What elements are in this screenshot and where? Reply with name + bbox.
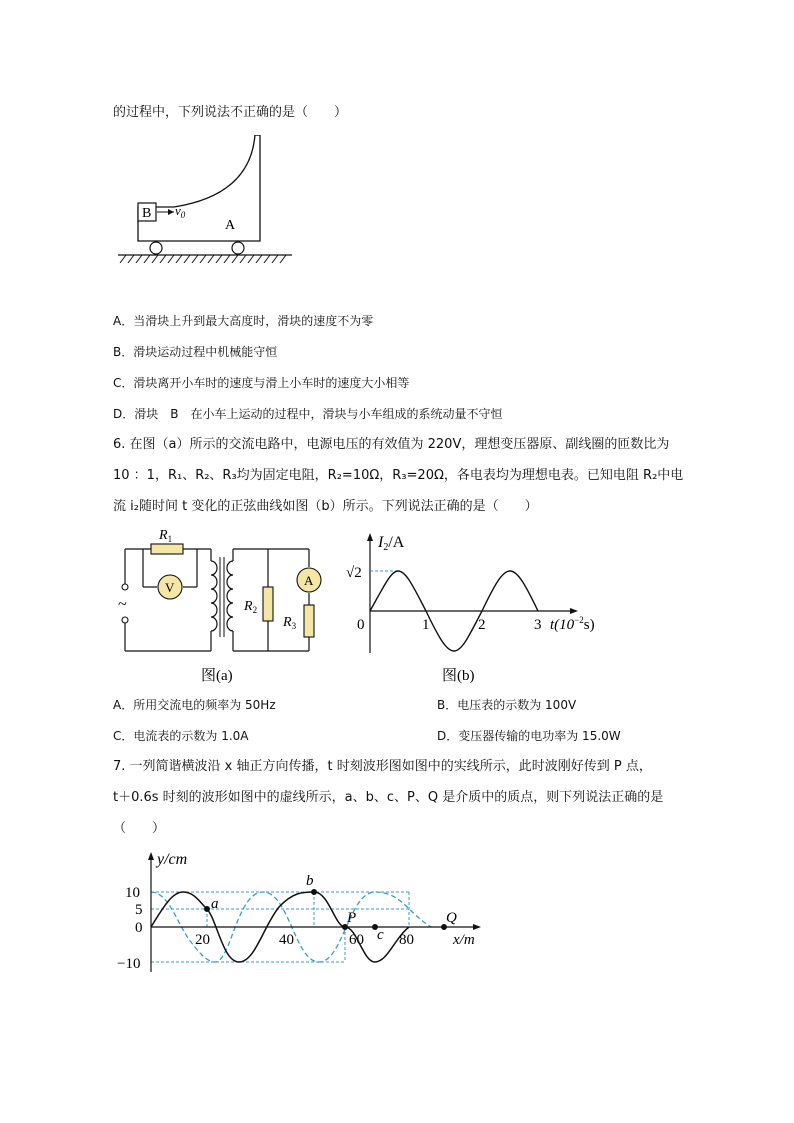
q6-stem-line1: 6. 在图（a）所示的交流电路中，电源电压的有效值为 220V，理想变压器原、副线圈的匝数比为	[113, 437, 670, 452]
wave-ytick-10: 10	[125, 885, 140, 901]
graph-b-xlabel: $t(10^{-2}s)$	[550, 615, 595, 633]
q6-option-d[interactable]: D．变压器传输的电功率为 15.0W	[437, 729, 621, 743]
resistor-r2	[263, 587, 273, 621]
graph-b-ylabel: I2/A	[378, 534, 405, 553]
wave-xtick-60: 60	[349, 932, 364, 948]
r1-label: $R_1$	[159, 528, 173, 544]
wave-xtick-40: 40	[279, 932, 294, 948]
figure-a-caption: 图(a)	[201, 668, 233, 684]
q6-stem-line2: 10 ：1，R₁、R₂、R₃均为固定电阻，R₂=10Ω，R₃=20Ω，各电表均为理想电表。已知电阻 R₂中电	[113, 468, 684, 483]
q7-stem-line3: （ ）	[113, 821, 166, 836]
q5-option-b[interactable]: B．滑块运动过程中机械能守恒	[113, 345, 278, 359]
block-b-label: B	[142, 206, 152, 221]
graph-b-origin: 0	[357, 617, 365, 633]
svg-text:A: A	[304, 573, 314, 588]
q7-stem-line1: 7. 一列简谐横波沿 x 轴正方向传播，t 时刻波形图如图中的实线所示，此时波刚好传到 P 点，	[113, 759, 652, 774]
wave-ytick-5: 5	[135, 902, 143, 918]
wave-xtick-20: 20	[195, 932, 210, 948]
q5-stem-tail: 的过程中，下列说法不正确的是（ ）	[113, 105, 348, 120]
q6-option-a[interactable]: A．所用交流电的频率为 50Hz	[113, 698, 276, 712]
q6-stem-line3: 流 i₂随时间 t 变化的正弦曲线如图（b）所示。下列说法正确的是（ ）	[113, 499, 538, 514]
q6-option-b[interactable]: B．电压表的示数为 100V	[437, 698, 577, 712]
resistor-r3	[304, 605, 314, 637]
cart-a-label: A	[225, 218, 236, 233]
particle-a-label: a	[211, 896, 219, 912]
particle-c-label: c	[377, 927, 384, 943]
q7-wave-figure	[113, 848, 493, 978]
resistor-r1	[151, 544, 183, 554]
q5-option-d[interactable]: D．滑块 B 在小车上运动的过程中，滑块与小车组成的系统动量不守恒	[113, 407, 503, 421]
graph-b-peak-label: √2	[346, 565, 362, 581]
ac-source-symbol: ~	[118, 596, 127, 613]
q5-cart-figure	[114, 135, 304, 265]
r3-label: $R_3$	[283, 615, 297, 631]
q6-current-graph-b	[340, 525, 605, 685]
q5-option-c[interactable]: C．滑块离开小车时的速度与滑上小车时的速度大小相等	[113, 376, 410, 390]
velocity-label: $v_0$	[175, 203, 186, 220]
graph-b-xtick-2: 2	[478, 617, 486, 633]
cart-wheel-right	[232, 242, 244, 254]
particle-b-label: b	[306, 873, 314, 889]
wave-ytick-neg10: −10	[117, 956, 141, 972]
wave-xtick-80: 80	[399, 932, 414, 948]
wave-xlabel: x/m	[453, 932, 475, 948]
q7-stem-line2: t＋0.6s 时刻的波形如图中的虚线所示，a、b、c、P、Q 是介质中的质点，则下列说法正确的是	[113, 790, 664, 805]
q6-option-c[interactable]: C．电流表的示数为 1.0A	[113, 729, 249, 743]
ground-hatching	[120, 255, 286, 263]
wave-ytick-0: 0	[135, 920, 143, 936]
graph-b-xtick-1: 1	[422, 617, 430, 633]
figure-b-caption: 图(b)	[442, 668, 475, 684]
svg-text:V: V	[165, 580, 175, 595]
wave-ylabel: y/cm	[157, 851, 188, 868]
cart-body	[138, 135, 260, 241]
graph-b-xtick-3: 3	[534, 617, 542, 633]
cart-wheel-left	[150, 242, 162, 254]
particle-b	[311, 889, 317, 895]
r2-label: $R_2$	[244, 599, 258, 615]
particle-a	[204, 906, 210, 912]
q5-option-a[interactable]: A．当滑块上升到最大高度时，滑块的速度不为零	[113, 314, 374, 328]
particle-q-label: Q	[446, 910, 457, 926]
q6-circuit-figure-a	[113, 525, 338, 685]
particle-p-label: P	[347, 910, 357, 926]
